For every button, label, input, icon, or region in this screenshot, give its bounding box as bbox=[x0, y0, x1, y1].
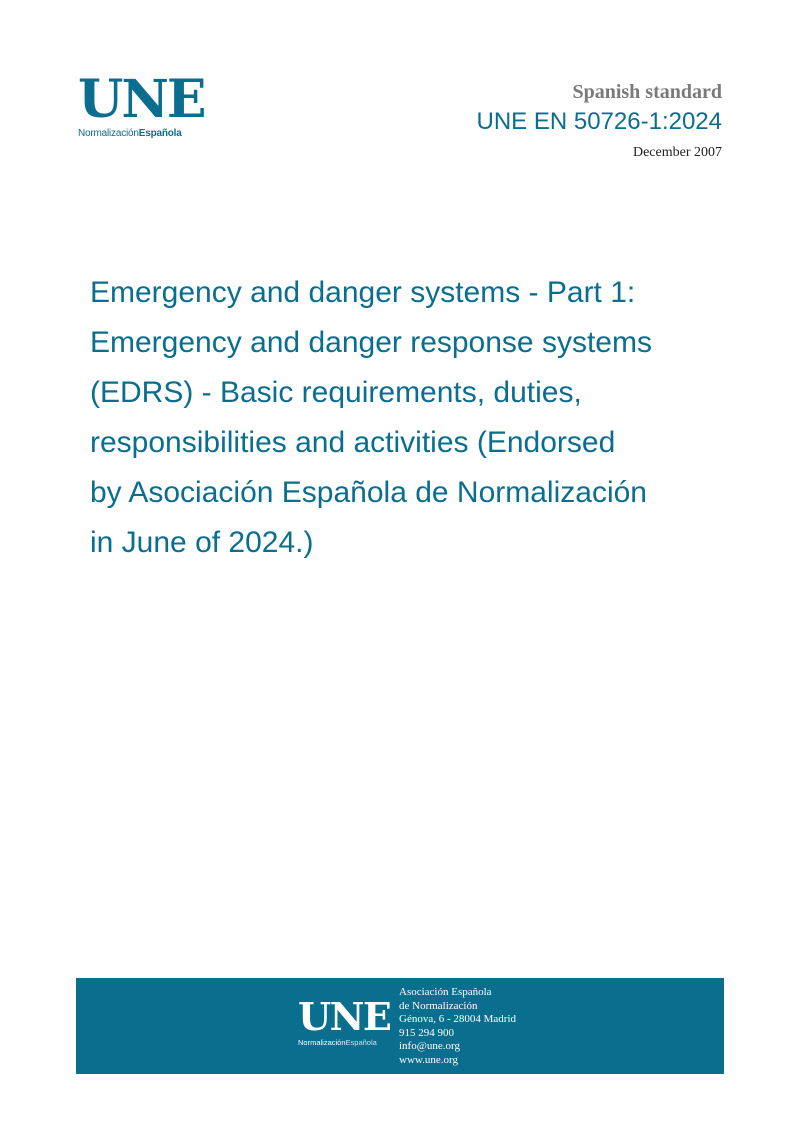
title-line: Emergency and danger response systems bbox=[90, 326, 652, 359]
footer-logo-subtitle-part2: Española bbox=[345, 1038, 377, 1047]
title-line: by Asociación Española de Normalización bbox=[90, 476, 647, 509]
footer-address bbox=[399, 986, 516, 1067]
logo-wordmark: UNE bbox=[78, 69, 205, 130]
title-line: in June of 2024.) bbox=[90, 526, 314, 559]
title-line: responsibilities and activities (Endorsed bbox=[90, 426, 616, 459]
logo-subtitle-part2: Española bbox=[138, 128, 182, 139]
title-line: (EDRS) - Basic requirements, duties, bbox=[90, 376, 582, 409]
document-title bbox=[90, 268, 730, 568]
document-header bbox=[477, 80, 722, 162]
footer-logo-subtitle bbox=[298, 1038, 388, 1047]
footer-logo-wordmark: UNE bbox=[298, 994, 391, 1039]
footer-logo-subtitle-part1: Normalización bbox=[298, 1038, 346, 1047]
document-code: UNE EN 50726-1:2024 bbox=[476, 108, 722, 135]
une-logo bbox=[78, 69, 205, 139]
address-line: Génova, 6 - 28004 Madrid bbox=[399, 1013, 517, 1025]
logo-subtitle bbox=[78, 128, 193, 139]
document-date: December 2007 bbox=[632, 145, 722, 160]
logo-subtitle-part1: Normalización bbox=[78, 128, 139, 139]
footer-logo bbox=[298, 994, 391, 1047]
document-type: Spanish standard bbox=[572, 81, 722, 103]
address-line: Asociación Española bbox=[399, 986, 492, 998]
title-line: Emergency and danger systems - Part 1: bbox=[90, 276, 636, 309]
phone-number: 915 294 900 bbox=[399, 1026, 454, 1039]
email-address: info@une.org bbox=[399, 1040, 460, 1052]
footer-band bbox=[76, 978, 724, 1074]
address-line: de Normalización bbox=[399, 999, 478, 1012]
website-url: www.une.org bbox=[399, 1053, 458, 1066]
